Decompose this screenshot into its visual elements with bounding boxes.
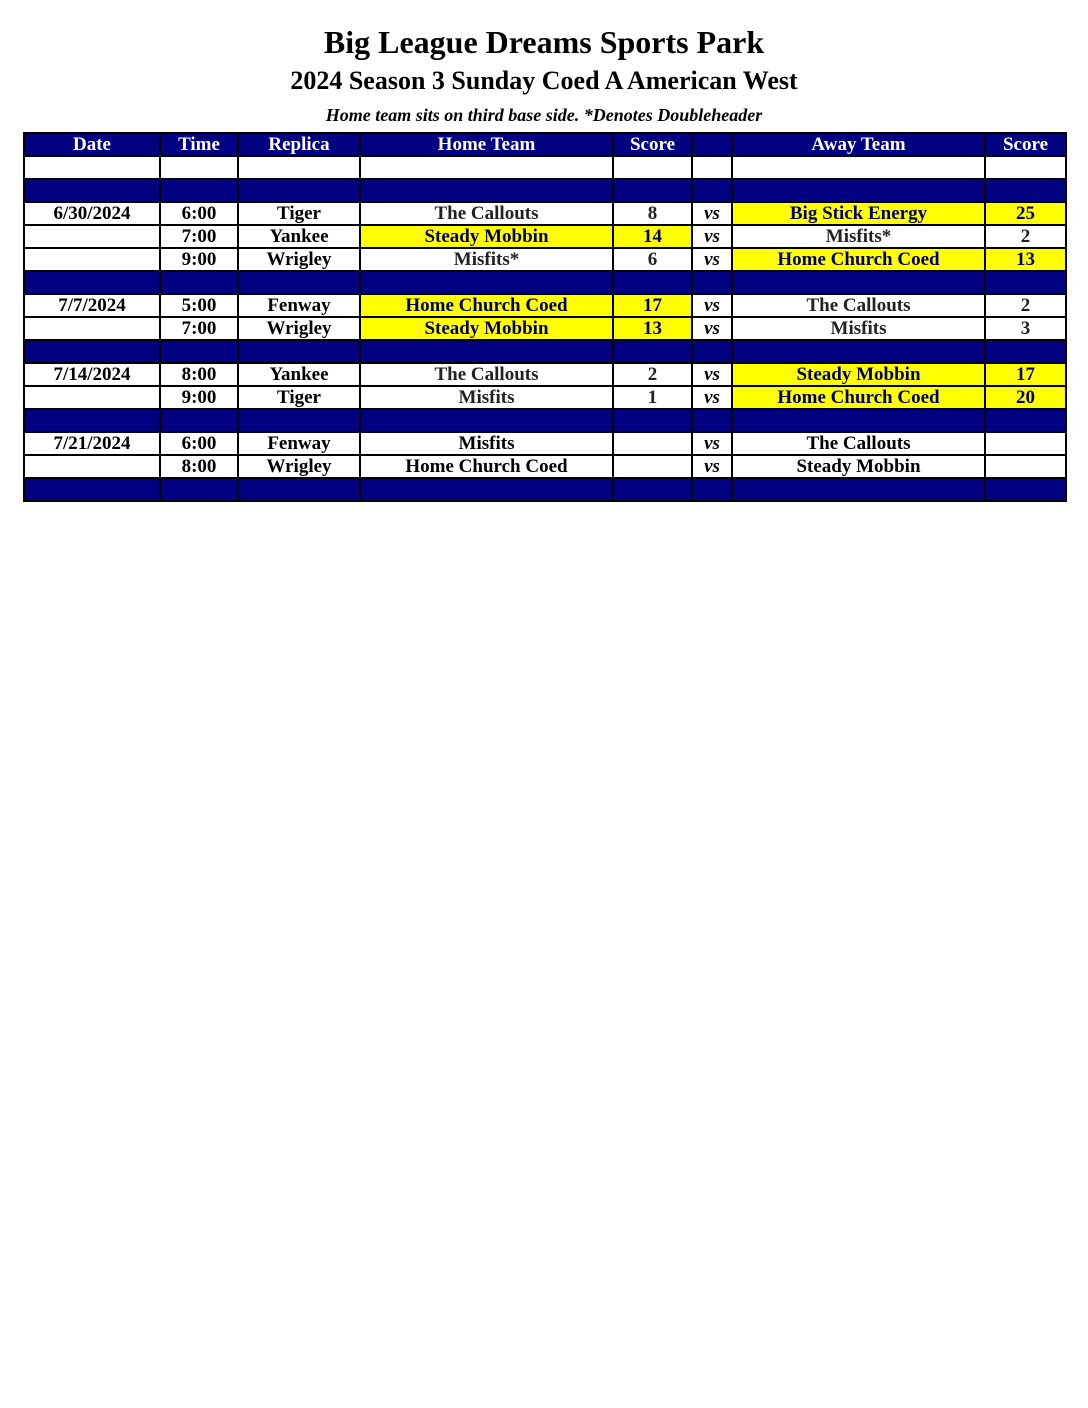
away-team: The Callouts — [732, 294, 985, 317]
game-replica: Tiger — [238, 386, 360, 409]
away-team: Steady Mobbin — [732, 363, 985, 386]
away-score — [985, 432, 1066, 455]
game-time: 7:00 — [160, 317, 238, 340]
blank-row — [24, 156, 1066, 179]
vs-label: vs — [692, 455, 732, 478]
col-header-replica: Replica — [238, 133, 360, 156]
vs-label: vs — [692, 363, 732, 386]
col-header-home-score: Score — [613, 133, 692, 156]
away-score: 20 — [985, 386, 1066, 409]
home-score: 6 — [613, 248, 692, 271]
home-score: 2 — [613, 363, 692, 386]
away-score: 13 — [985, 248, 1066, 271]
game-replica: Wrigley — [238, 455, 360, 478]
game-date — [24, 317, 160, 340]
separator-band — [24, 271, 1066, 294]
away-score: 2 — [985, 294, 1066, 317]
home-team: Steady Mobbin — [360, 225, 613, 248]
schedule-table — [23, 132, 1067, 502]
home-score: 14 — [613, 225, 692, 248]
game-date: 7/14/2024 — [24, 363, 160, 386]
home-team: Home Church Coed — [360, 455, 613, 478]
home-team: Misfits — [360, 386, 613, 409]
away-team: Misfits* — [732, 225, 985, 248]
separator-band — [24, 409, 1066, 432]
away-score: 25 — [985, 202, 1066, 225]
game-replica: Wrigley — [238, 248, 360, 271]
home-team: The Callouts — [360, 202, 613, 225]
col-header-home-team: Home Team — [360, 133, 613, 156]
game-replica: Fenway — [238, 432, 360, 455]
home-team: The Callouts — [360, 363, 613, 386]
separator-band — [24, 478, 1066, 501]
game-replica: Fenway — [238, 294, 360, 317]
away-team: Steady Mobbin — [732, 455, 985, 478]
away-team: The Callouts — [732, 432, 985, 455]
home-score: 17 — [613, 294, 692, 317]
game-replica: Tiger — [238, 202, 360, 225]
separator-band — [24, 340, 1066, 363]
game-row — [24, 225, 1066, 248]
game-time: 5:00 — [160, 294, 238, 317]
game-row — [24, 455, 1066, 478]
game-time: 7:00 — [160, 225, 238, 248]
away-score — [985, 455, 1066, 478]
game-date: 6/30/2024 — [24, 202, 160, 225]
home-team: Steady Mobbin — [360, 317, 613, 340]
header-row — [24, 133, 1066, 156]
game-date: 7/7/2024 — [24, 294, 160, 317]
away-team: Home Church Coed — [732, 386, 985, 409]
game-time: 6:00 — [160, 432, 238, 455]
home-score — [613, 455, 692, 478]
game-row — [24, 317, 1066, 340]
away-score: 2 — [985, 225, 1066, 248]
game-date — [24, 248, 160, 271]
col-header-time: Time — [160, 133, 238, 156]
home-team-note: Home team sits on third base side. *Denotes Doubleheader — [325, 105, 763, 125]
game-replica: Yankee — [238, 225, 360, 248]
away-team: Big Stick Energy — [732, 202, 985, 225]
away-team: Misfits — [732, 317, 985, 340]
col-header-away-team: Away Team — [732, 133, 985, 156]
vs-label: vs — [692, 294, 732, 317]
game-time: 9:00 — [160, 386, 238, 409]
separator-band — [24, 179, 1066, 202]
game-row — [24, 202, 1066, 225]
game-time: 8:00 — [160, 363, 238, 386]
game-time: 8:00 — [160, 455, 238, 478]
vs-label: vs — [692, 248, 732, 271]
home-score: 8 — [613, 202, 692, 225]
game-row — [24, 294, 1066, 317]
vs-label: vs — [692, 317, 732, 340]
home-score — [613, 432, 692, 455]
home-score: 13 — [613, 317, 692, 340]
vs-label: vs — [692, 432, 732, 455]
vs-label: vs — [692, 386, 732, 409]
home-team: Misfits* — [360, 248, 613, 271]
home-team: Misfits — [360, 432, 613, 455]
col-header-away-score: Score — [985, 133, 1066, 156]
game-date: 7/21/2024 — [24, 432, 160, 455]
game-time: 9:00 — [160, 248, 238, 271]
vs-label: vs — [692, 225, 732, 248]
game-replica: Wrigley — [238, 317, 360, 340]
league-subtitle: 2024 Season 3 Sunday Coed A American West — [290, 66, 798, 95]
away-score: 17 — [985, 363, 1066, 386]
page-title: Big League Dreams Sports Park — [323, 24, 765, 60]
col-header-vs — [692, 133, 732, 156]
game-date — [24, 455, 160, 478]
home-score: 1 — [613, 386, 692, 409]
game-replica: Yankee — [238, 363, 360, 386]
game-time: 6:00 — [160, 202, 238, 225]
game-row — [24, 248, 1066, 271]
away-team: Home Church Coed — [732, 248, 985, 271]
home-team: Home Church Coed — [360, 294, 613, 317]
game-row — [24, 386, 1066, 409]
col-header-date: Date — [24, 133, 160, 156]
game-date — [24, 386, 160, 409]
game-date — [24, 225, 160, 248]
game-row — [24, 432, 1066, 455]
vs-label: vs — [692, 202, 732, 225]
game-row — [24, 363, 1066, 386]
away-score: 3 — [985, 317, 1066, 340]
